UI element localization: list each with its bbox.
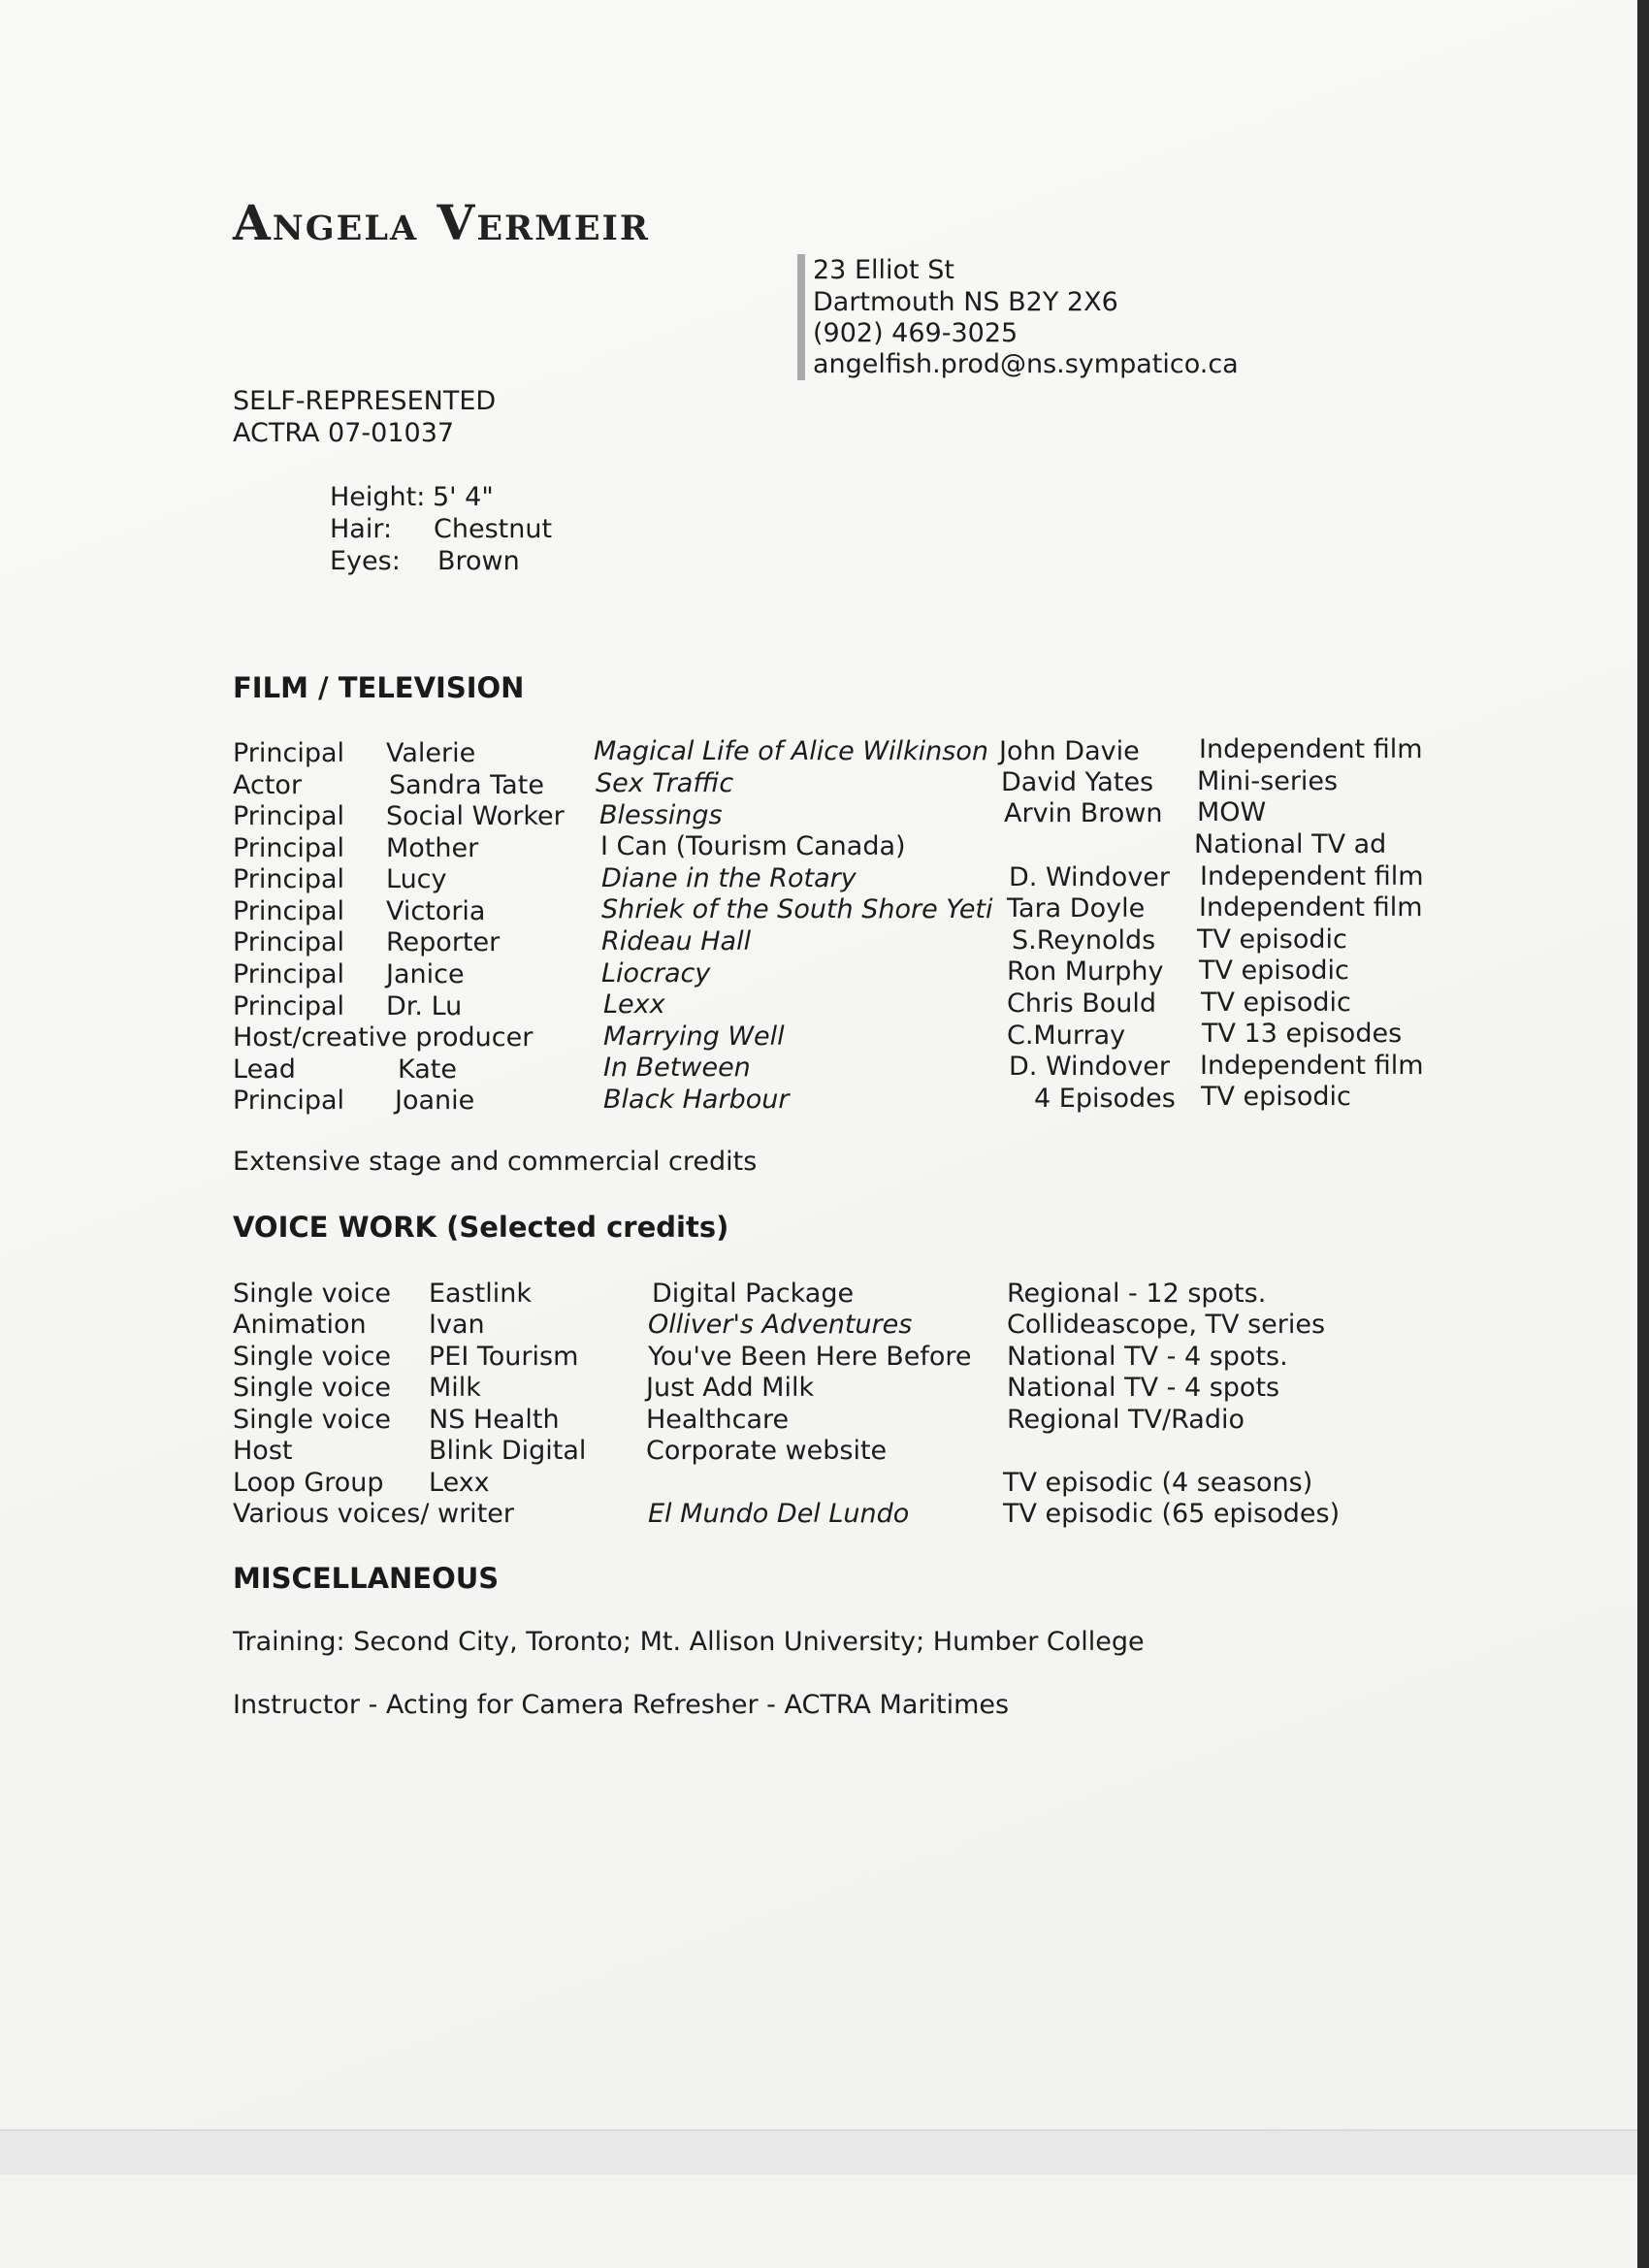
credit-role: Host/creative producer (233, 1022, 534, 1053)
credit-character: Kate (398, 1054, 457, 1085)
hair-label: Hair: (330, 514, 393, 544)
credit-character: Lucy (386, 864, 447, 894)
credit-type: Independent film (1200, 861, 1424, 891)
actra-number: ACTRA 07-01037 (233, 418, 455, 448)
voice-role: Animation (233, 1310, 367, 1340)
credit-title: I Can (Tourism Canada) (600, 831, 906, 861)
credit-type: TV episodic (1201, 988, 1351, 1018)
voice-detail: TV episodic (65 episodes) (1003, 1499, 1341, 1529)
credit-title: Sex Traffic (596, 768, 734, 798)
credit-director: D. Windover (1009, 862, 1171, 892)
credit-role: Lead (233, 1054, 296, 1085)
address-phone: (902) 469-3025 (813, 318, 1018, 348)
voice-title: Corporate website (646, 1436, 888, 1466)
voice-role: Single voice (233, 1405, 392, 1435)
voice-role: Single voice (233, 1373, 392, 1403)
credit-character: Janice (386, 959, 465, 989)
credit-type: Independent film (1199, 892, 1423, 923)
eyes-value: Brown (437, 546, 520, 576)
credit-director: Ron Murphy (1007, 956, 1164, 987)
credit-title: Rideau Hall (601, 926, 752, 956)
credit-title: Blessings (599, 800, 723, 830)
voice-title: Just Add Milk (646, 1373, 815, 1403)
height-label: Height: (330, 482, 426, 512)
credit-director: C.Murray (1007, 1021, 1126, 1051)
address-street: 23 Elliot St (813, 255, 954, 285)
representation: SELF-REPRESENTED (233, 386, 497, 416)
voice-detail: Regional TV/Radio (1007, 1405, 1245, 1435)
credit-type: TV episodic (1197, 924, 1347, 955)
credit-type: TV episodic (1201, 1082, 1351, 1112)
credit-title: Shriek of the South Shore Yeti (601, 894, 993, 924)
credit-title: Lexx (603, 989, 665, 1020)
credit-role: Actor (233, 770, 303, 800)
credit-role: Principal (233, 738, 345, 768)
voice-detail: National TV - 4 spots. (1007, 1342, 1288, 1372)
voice-title: You've Been Here Before (648, 1342, 972, 1372)
voice-client: Blink Digital (429, 1436, 587, 1466)
credit-character: Social Worker (386, 801, 565, 831)
hair-value: Chestnut (434, 514, 553, 544)
height-value: 5' 4" (433, 482, 494, 512)
credit-title: Marrying Well (603, 1021, 785, 1052)
instructor-line: Instructor - Acting for Camera Refresher - ACTRA Maritimes (233, 1690, 1010, 1720)
credit-character: Mother (386, 833, 479, 863)
voice-role: Host (233, 1436, 293, 1466)
voice-title: Olliver's Adventures (648, 1310, 913, 1340)
credit-director: Tara Doyle (1007, 893, 1146, 923)
credit-title: Liocracy (601, 958, 711, 988)
credit-director: S.Reynolds (1012, 925, 1156, 956)
credit-title: In Between (603, 1053, 751, 1083)
voice-client: Eastlink (429, 1279, 533, 1309)
credit-role: Principal (233, 833, 345, 863)
address-email: angelfish.prod@ns.sympatico.ca (813, 349, 1239, 379)
film-tv-heading: FILM / TELEVISION (233, 671, 525, 704)
voice-detail: TV episodic (4 seasons) (1003, 1468, 1313, 1498)
voice-client: NS Health (429, 1405, 560, 1435)
eyes-label: Eyes: (330, 546, 401, 576)
credit-role: Principal (233, 1085, 345, 1116)
voice-role: Loop Group (233, 1468, 384, 1498)
voice-detail: Collideascope, TV series (1007, 1310, 1326, 1340)
credit-character: Sandra Tate (389, 770, 544, 800)
credit-role: Principal (233, 864, 345, 894)
film-tv-note: Extensive stage and commercial credits (233, 1147, 758, 1177)
actor-name: Angela Vermeir (233, 194, 650, 251)
voice-detail: Regional - 12 spots. (1007, 1279, 1267, 1309)
voice-role: Various voices/ writer (233, 1499, 514, 1529)
voice-title: Healthcare (646, 1405, 790, 1435)
credit-role: Principal (233, 991, 345, 1021)
credit-director: 4 Episodes (1034, 1084, 1176, 1114)
address-city: Dartmouth NS B2Y 2X6 (813, 287, 1118, 317)
credit-title: Black Harbour (603, 1085, 790, 1115)
voice-detail: National TV - 4 spots (1007, 1373, 1280, 1403)
voice-role: Single voice (233, 1279, 392, 1309)
credit-role: Principal (233, 801, 345, 831)
voice-title: El Mundo Del Lundo (648, 1499, 910, 1529)
credit-director: Arvin Brown (1004, 798, 1163, 828)
credit-director: D. Windover (1009, 1052, 1171, 1082)
credit-type: National TV ad (1194, 829, 1387, 859)
credit-role: Principal (233, 896, 345, 926)
scan-edge (1637, 0, 1649, 2268)
credit-role: Principal (233, 927, 345, 957)
credit-type: TV episodic (1199, 956, 1349, 986)
credit-character: Joanie (395, 1085, 475, 1116)
voice-title: Digital Package (652, 1279, 855, 1309)
credit-type: MOW (1197, 797, 1267, 827)
miscellaneous-heading: MISCELLANEOUS (233, 1562, 500, 1595)
credit-role: Principal (233, 959, 345, 989)
voice-work-heading: VOICE WORK (Selected credits) (233, 1211, 729, 1244)
training-line: Training: Second City, Toronto; Mt. Allison University; Humber College (233, 1627, 1145, 1657)
voice-client: PEI Tourism (429, 1342, 579, 1372)
credit-director: Chris Bould (1007, 988, 1157, 1019)
voice-role: Single voice (233, 1342, 392, 1372)
credit-type: TV 13 episodes (1202, 1019, 1403, 1049)
credit-type: Mini-series (1197, 766, 1339, 796)
credit-director: David Yates (1001, 767, 1154, 797)
credit-character: Valerie (386, 738, 476, 768)
credit-type: Independent film (1200, 1051, 1424, 1081)
credit-character: Victoria (386, 896, 486, 926)
voice-client: Milk (429, 1373, 481, 1403)
voice-client: Ivan (429, 1310, 485, 1340)
credit-title: Magical Life of Alice Wilkinson (594, 736, 988, 766)
address-accent-bar (797, 254, 805, 380)
credit-character: Dr. Lu (386, 991, 463, 1021)
scan-bottom-strip (0, 2129, 1637, 2175)
voice-client: Lexx (429, 1468, 490, 1498)
credit-character: Reporter (386, 927, 501, 957)
credit-title: Diane in the Rotary (601, 863, 857, 893)
credit-type: Independent film (1199, 734, 1423, 764)
credit-director: John Davie (999, 736, 1140, 766)
